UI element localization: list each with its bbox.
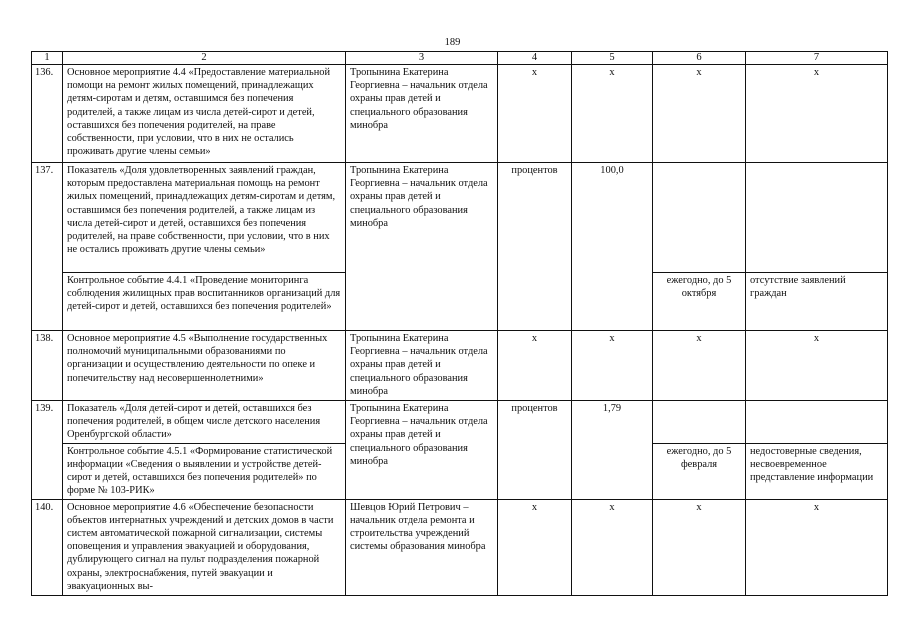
row-unit: х: [498, 331, 572, 401]
table-row: [32, 163, 888, 273]
row-value: 100,0: [572, 163, 653, 273]
row-responsible: Тропынина Екатерина Георгиевна – начальник отдела охраны прав детей и специального образования минобра: [346, 331, 498, 401]
row-responsible: Тропынина Екатерина Георгиевна – начальник отдела охраны прав детей и специального образования минобра: [346, 401, 498, 500]
row-risk: [746, 401, 888, 444]
row-unit: х: [498, 65, 572, 163]
row-value: х: [572, 499, 653, 595]
row-deadline: х: [653, 65, 746, 163]
row-number: 140.: [32, 499, 63, 595]
row-description: Основное мероприятие 4.5 «Выполнение государственных полномочий муниципальными образованиями по организации и осуществлению деятельности по опеке и попечительству над несовершеннолетними»: [63, 331, 346, 401]
row-deadline: ежегодно, до 5 февраля: [653, 443, 746, 499]
row-deadline: [653, 163, 746, 273]
row-deadline: ежегодно, до 5 октября: [653, 273, 746, 331]
row-number: 137.: [32, 163, 63, 331]
table-row: [32, 499, 888, 595]
row-unit: процентов: [498, 163, 572, 273]
table-row: [32, 401, 888, 444]
row-unit: [498, 273, 572, 331]
row-responsible: Тропынина Екатерина Георгиевна – начальник отдела охраны прав детей и специального образования минобра: [346, 163, 498, 331]
row-responsible: Шевцов Юрий Петрович – начальник отдела ремонта и строительства учреждений системы образования минобра: [346, 499, 498, 595]
row-description: Основное мероприятие 4.4 «Предоставление материальной помощи на ремонт жилых помещений, принадлежащих детям-сиротам и детям, оставшимся без попечения родителей, а также лицам из числа детей-сирот и детей, оставшихся без попечения родителей, на праве собственности, при условии, что в них не остались проживать другие члены семьи»: [63, 65, 346, 163]
column-header: 4: [498, 52, 572, 65]
row-risk: х: [746, 331, 888, 401]
table-row: [32, 331, 888, 401]
row-risk: недостоверные сведения, несвоевременное представление информации: [746, 443, 888, 499]
plan-table: [31, 51, 888, 596]
row-number: 136.: [32, 65, 63, 163]
row-risk: х: [746, 65, 888, 163]
column-header: 7: [746, 52, 888, 65]
column-header: 6: [653, 52, 746, 65]
page-number: 189: [444, 37, 461, 48]
row-unit: процентов: [498, 401, 572, 444]
row-description: Контрольное событие 4.4.1 «Проведение мониторинга соблюдения жилищных прав воспитанников организаций для детей-сирот и детей, оставшихся без попечения родителей»: [63, 273, 346, 331]
row-unit: х: [498, 499, 572, 595]
row-value: 1,79: [572, 401, 653, 444]
row-value: х: [572, 65, 653, 163]
column-header: 1: [32, 52, 63, 65]
row-description: Основное мероприятие 4.6 «Обеспечение безопасности объектов интернатных учреждений и детских домов в части систем автоматической пожарной сигнализации, системы оповещения и управления эвакуацией и оборудования, дублирующего сигнал на пульт подразделения пожарной охраны, электроснабжения, путей эвакуации и эвакуационных вы-: [63, 499, 346, 595]
row-value: [572, 273, 653, 331]
row-risk: [746, 163, 888, 273]
row-number: 138.: [32, 331, 63, 401]
column-header: 5: [572, 52, 653, 65]
row-risk: х: [746, 499, 888, 595]
row-deadline: х: [653, 499, 746, 595]
row-description: Показатель «Доля детей-сирот и детей, оставшихся без попечения родителей, в общем числе детского населения Оренбургской области»: [63, 401, 346, 444]
column-header: 2: [63, 52, 346, 65]
row-value: [572, 443, 653, 499]
row-description: Показатель «Доля удовлетворенных заявлений граждан, которым предоставлена материальная помощь на ремонт жилых помещений, принадлежащих детям-сиротам и детям, оставшимся без попечения родителей, а также лицам из числа детей-сирот и детей, оставшихся без попечения родителей, на праве собственности, при условии, что в них не остались проживать другие члены семьи»: [63, 163, 346, 273]
row-description: Контрольное событие 4.5.1 «Формирование статистической информации «Сведения о выявлении и устройстве детей-сирот и детей, оставшихся без попечения родителей» по форме № 103-РИК»: [63, 443, 346, 499]
row-value: х: [572, 331, 653, 401]
table-row: [32, 65, 888, 163]
row-deadline: х: [653, 331, 746, 401]
row-risk: отсутствие заявлений граждан: [746, 273, 888, 331]
row-unit: [498, 443, 572, 499]
row-number: 139.: [32, 401, 63, 500]
row-responsible: Тропынина Екатерина Георгиевна – начальник отдела охраны прав детей и специального образования минобра: [346, 65, 498, 163]
column-header-row: [32, 52, 888, 65]
row-deadline: [653, 401, 746, 444]
column-header: 3: [346, 52, 498, 65]
